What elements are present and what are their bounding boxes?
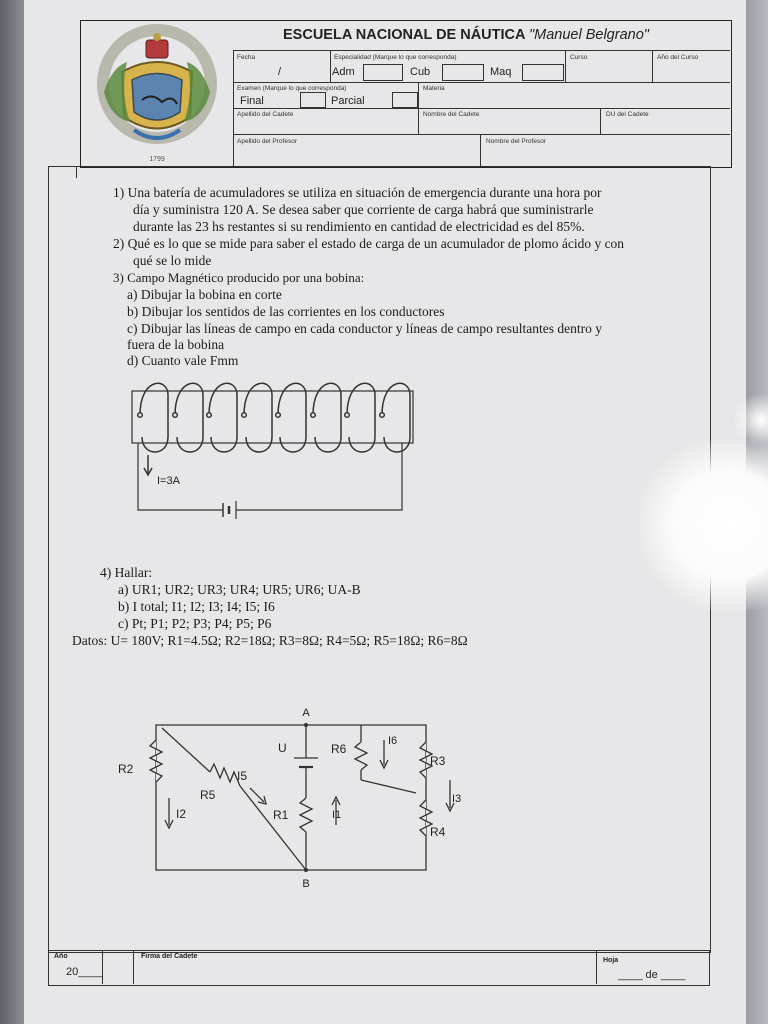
q3-line-2: a) Dibujar la bobina en corte <box>127 287 282 302</box>
dni-cadete-label: DU del Cadete <box>606 111 649 118</box>
coil-turn <box>382 383 410 452</box>
q1-line-2: día y suministra 120 A. Se desea saber que corriente de carga habrá que suministrarle <box>133 202 594 217</box>
i3-label: I3 <box>452 793 462 805</box>
circuit-diagram <box>110 700 470 895</box>
option-cub: Cub <box>410 66 431 78</box>
materia-label: Materia <box>423 85 445 92</box>
background-left <box>0 0 24 1024</box>
photo-glare-small <box>734 395 768 445</box>
hoja-label: Hoja <box>603 957 619 964</box>
coil-conductor <box>242 413 247 418</box>
r3-label: R3 <box>430 754 446 768</box>
coil-turn <box>347 383 375 452</box>
fecha-label: Fecha <box>237 54 256 61</box>
coil-conductor <box>345 413 350 418</box>
maq-checkbox[interactable] <box>522 64 564 81</box>
cub-checkbox[interactable] <box>442 64 484 81</box>
parcial-checkbox[interactable] <box>392 92 418 108</box>
curso-label: Curso <box>570 54 588 61</box>
coil-conductor <box>173 413 178 418</box>
especialidad-label: Especialidad (Marque lo que corresponda) <box>334 54 457 61</box>
q3-line-4: c) Dibujar las líneas de campo en cada conductor y líneas de campo resultantes dentro y <box>127 321 602 336</box>
q3-line-6: d) Cuanto vale Fmm <box>127 353 239 368</box>
i1-label: I1 <box>332 809 342 821</box>
adm-checkbox[interactable] <box>363 64 403 81</box>
coil-conductor <box>311 413 316 418</box>
q4-line-1: 4) Hallar: <box>100 565 153 580</box>
option-adm: Adm <box>332 66 355 78</box>
i5-label: I5 <box>237 769 248 783</box>
coil-diagram <box>120 375 430 525</box>
logo-year: 1799 <box>149 156 165 163</box>
coil-turn <box>313 383 341 452</box>
coil-turn <box>140 383 168 452</box>
q3-line-1: 3) Campo Magnético producido por una bobina: <box>113 270 365 285</box>
q2-line-2: qué se lo mide <box>133 253 212 268</box>
q4-line-4: c) Pt; P1; P2; P3; P4; P5; P6 <box>118 616 272 631</box>
coil-turn <box>209 383 237 452</box>
node-a-label: A <box>302 707 310 719</box>
coil-current-label: I=3A <box>157 475 180 487</box>
coil-conductor <box>138 413 143 418</box>
anio-label: Año <box>54 953 68 960</box>
source-label: U <box>278 741 287 755</box>
q1-line-1: 1) Una batería de acumuladores se utiliza en situación de emergencia durante una hora por <box>113 185 602 200</box>
q4-line-2: a) UR1; UR2; UR3; UR4; UR5; UR6; UA-B <box>118 582 361 597</box>
q3-line-3: b) Dibujar los sentidos de las corrientes en los conductores <box>127 304 445 319</box>
anio-curso-label: Año del Curso <box>657 54 699 61</box>
option-parcial: Parcial <box>331 95 365 107</box>
firma-label: Firma del Cadete <box>141 953 198 960</box>
coil-conductor <box>380 413 385 418</box>
nombre-profesor-label: Nombre del Profesor <box>486 138 546 145</box>
r4-label: R4 <box>430 825 446 839</box>
r1-label: R1 <box>273 808 289 822</box>
apellido-profesor-label: Apellido del Profesor <box>237 138 297 145</box>
coil-turn <box>175 383 203 452</box>
i2-label: I2 <box>176 807 187 821</box>
hoja-field[interactable]: ____ de ____ <box>618 969 686 981</box>
apellido-cadete-label: Apellido del Cadete <box>237 111 294 118</box>
r2-label: R2 <box>118 762 134 776</box>
final-checkbox[interactable] <box>300 92 326 108</box>
option-final: Final <box>240 95 264 107</box>
nombre-cadete-label: Nombre del Cadete <box>423 111 480 118</box>
examen-label: Examen (Marque lo que corresponda) <box>237 85 347 92</box>
coil-conductor <box>276 413 281 418</box>
coil-turn <box>244 383 272 452</box>
node-b-label: B <box>302 878 310 890</box>
q3-line-5: fuera de la bobina <box>127 337 225 352</box>
option-maq: Maq <box>490 66 512 78</box>
school-crest-logo <box>82 22 232 164</box>
anio-field[interactable]: 20____ <box>66 966 103 978</box>
school-name: ESCUELA NACIONAL DE NÁUTICA "Manuel Belgrano" <box>283 27 649 43</box>
r6-label: R6 <box>331 742 347 756</box>
q4-line-3: b) I total; I1; I2; I3; I4; I5; I6 <box>118 599 275 614</box>
q1-line-3: durante las 23 hs restantes si su rendimiento en cantidad de electricidad es del 85%. <box>133 219 585 234</box>
coil-turn <box>278 383 306 452</box>
photo-glare <box>640 440 768 610</box>
r5-label: R5 <box>200 788 216 802</box>
datos-line: Datos: U= 180V; R1=4.5Ω; R2=18Ω; R3=8Ω; R4=5Ω; R5=18Ω; R6=8Ω <box>72 633 468 648</box>
coil-conductor <box>207 413 212 418</box>
q2-line-1: 2) Qué es lo que se mide para saber el estado de carga de un acumulador de plomo ácido y con <box>113 236 625 251</box>
fecha-field[interactable]: / <box>278 66 282 78</box>
i6-label: I6 <box>388 735 398 747</box>
